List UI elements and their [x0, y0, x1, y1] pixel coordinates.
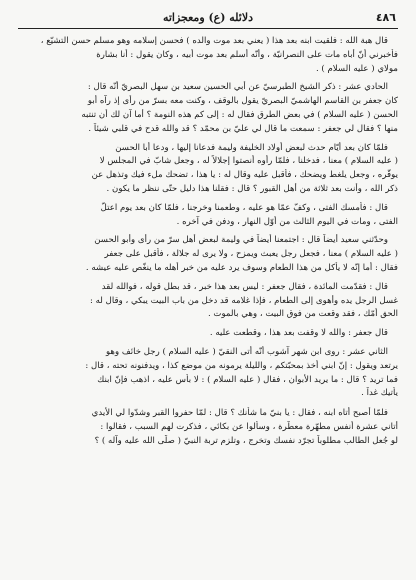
text-line: قال جعفر : والله لا وقفت بعد هذا ، وقطعت عليه .	[209, 328, 388, 339]
paragraph	[18, 202, 398, 230]
paragraph	[18, 35, 398, 76]
text-line: منها ؟ فقال لي جعفر : سمعت ما قال لي عليّ بن محمّد ؟ قد والله قدح في قلبي شيئاً .	[88, 123, 398, 134]
paragraph	[18, 142, 398, 197]
body-text	[18, 29, 398, 449]
paragraph	[18, 234, 398, 275]
text-line: ذكر الله ، وأنت بعد ثلاثة من أهل القبور ؟ قال : فقلنا هذا دليل حتّى ننظر ما يكون .	[106, 183, 398, 194]
text-line: الفتى ، ومات في اليوم الثالث من أوّل النهار ، ودفن في آخره .	[176, 216, 398, 227]
paragraph	[18, 327, 398, 341]
text-line: أتاني عشرة أنفس مطهّرة معطّرة ، وسألوا عن بكائي ، فذكرت لهم السبب ، فقالوا :	[100, 421, 398, 432]
text-line: مولاي ( عليه السلام ) .	[315, 63, 398, 74]
paragraph	[18, 346, 398, 401]
text-line: فلمّا أصبح أتاه ابنه ، فقال : يا بنيّ ما شأنك ؟ قال : لمّا حفروا القبر وشدّوا لي الأيدي	[91, 408, 388, 419]
text-line: قال هبة الله : فلقيت ابنه بعد هذا ( يعني بعد موت والده ) فحسن إسلامه وهو مسلم حسن التشيّع ،	[40, 36, 388, 46]
paragraph	[18, 81, 398, 136]
text-line: الحادي عشر : ذكر الشيخ الطبرسيّ عن أبي الحسين سعيد بن سهل البصريّ أنّه قال :	[87, 82, 388, 93]
text-line: يرتعد ويقول : إنّ ابني أخذ بمحبّتكم ، والليلة يرمونه من موضع كذا ، ويدفنونه تحته ، قال :	[85, 360, 398, 371]
paragraph	[18, 407, 398, 448]
text-line: فلمّا كان بعد أيّام حدث لبعض أولاد الخليفة وليمة فدعانا إليها ، ودعا أبا الحسن	[115, 142, 388, 153]
text-line: الحسن ( عليه السلام ) في بعض الطرق فقال له : إلى كم هذه النومة ؟ أما آن لك أن تنتبه	[81, 109, 398, 120]
text-line: فأخبرني أنّ أباه مات على النصرانيّة ، وأنّه أسلم بعد موت أبيه ، وكان يقول : أنا بشارة	[96, 49, 398, 60]
text-line: غسل الرجل يده وأهوى إلى الطعام ، فإذا غلامه قد دخل من باب البيت يبكي ، وقال له :	[90, 295, 398, 306]
page-number: ٤٨٦	[375, 11, 396, 24]
document-page	[18, 8, 398, 574]
text-line: فقال : أما إنّه لا يأكل من هذا الطعام وسوف يرد عليه من خبر أهله ما ينغّص عليه عيشه .	[85, 262, 398, 273]
text-line: الثاني عشر : روى ابن شهر آشوب أنّه أتى النقيّ ( عليه السلام ) رجل خائف وهو	[105, 346, 388, 357]
running-title: دلائله (ع) ومعجزاته	[162, 11, 254, 24]
text-line: كان جعفر بن القاسم الهاشميّ البصريّ يقول بالوقف ، وكنت معه بسرّ من رأى إذ رآه أبو	[87, 96, 398, 107]
paragraph	[18, 281, 398, 322]
text-line: وحدّثني سعيد أيضاً قال : اجتمعنا أيضاً في وليمة لبعض أهل سرّ من رأى وأبو الحسن	[94, 235, 388, 246]
text-line: قال : فأمسك الفتى ، وكفّ عمّا هو عليه ، وطعمنا وخرجنا ، فلمّا كان بعد يوم اعتلّ	[100, 202, 388, 213]
text-line: يأتيك غداً .	[361, 388, 398, 399]
page-header	[18, 8, 398, 29]
text-line: الحق أمّك ، فقد وقعت من فوق البيت ، وهي بالموت .	[207, 309, 398, 320]
text-line: ( عليه السلام ) معنا ، فجعل رجل يعبث ويمزح ، ولا يرى له جلالة ، فأقبل على جعفر	[104, 249, 398, 260]
text-line: ( عليه السلام ) معنا ، فدخلنا ، فلمّا رأوه أنصتوا إجلالاً له ، وجعل شابّ في المجلس لا	[99, 156, 398, 167]
text-line: يوقّره ، وجعل يلغط ويضحك ، فأقبل عليه وقال له : يا هذا ، تضحك ملء فيك وتذهل عن	[91, 170, 398, 181]
text-line: قال : فقدّمت المائدة ، فقال جعفر : ليس بعد هذا خبر ، قد بطل قوله ، فوالله لقد	[101, 281, 388, 292]
text-line: فما تريد ؟ قال : ما يريد الأبوان ، فقال ( عليه السلام ) : لا بأس عليه ، اذهب فإنّ ابنك	[97, 374, 398, 385]
text-line: لو جُعل الطالب مطلوباً تجرّد نفسك وتخرج ، وتلزم تربة النبيّ ( صلّى الله عليه وآله ) ؟	[94, 435, 398, 446]
